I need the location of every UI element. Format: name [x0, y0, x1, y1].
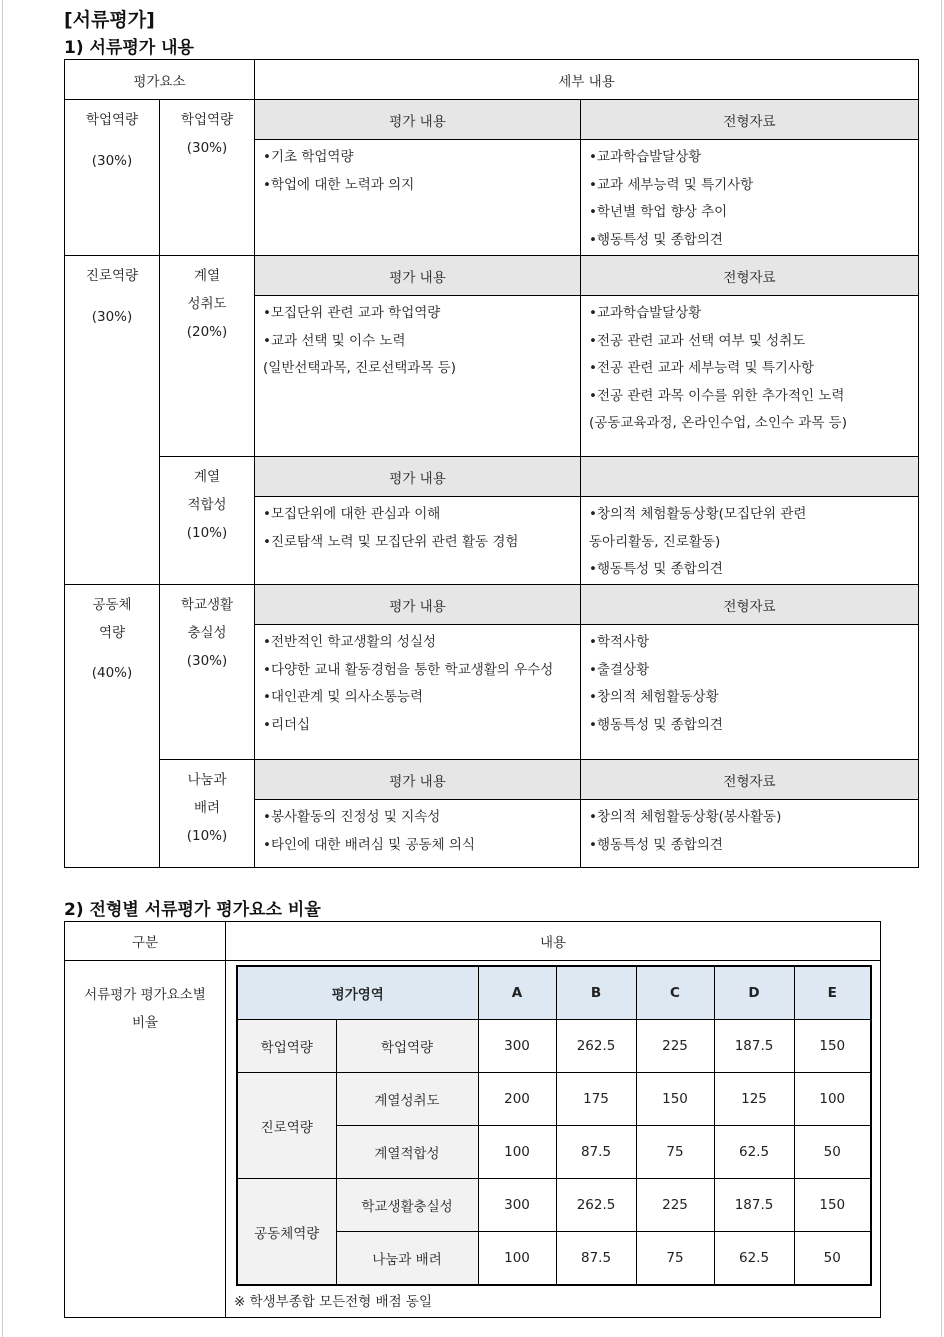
- content-header: 평가 내용: [255, 760, 581, 800]
- section2-heading: 2) 전형별 서류평가 평가요소 비율: [64, 900, 321, 920]
- material-item: •행동특성 및 종합의견: [589, 836, 723, 853]
- content-item: •모집단위에 대한 관심과 이해: [263, 506, 441, 522]
- ratio-row: [237, 1179, 871, 1232]
- ratio-value: 50: [794, 1126, 871, 1179]
- material-header: 전형자료: [581, 760, 919, 800]
- material-list: [581, 800, 919, 868]
- inner-header-grade: E: [794, 966, 871, 1020]
- ratio-value: 225: [636, 1179, 714, 1232]
- ratio-item: 나눔과 배려: [336, 1232, 478, 1286]
- evaluation-content-table: [64, 59, 919, 868]
- content-item: •타인에 대한 배려심 및 공동체 의식: [263, 836, 476, 853]
- inner-header-area: 평가영역: [237, 966, 478, 1020]
- sub-factor-pct: (10%): [186, 525, 228, 541]
- content-header: 평가 내용: [255, 256, 581, 296]
- material-item: •교과 세부능력 및 특기사항: [589, 176, 754, 193]
- inner-header-grade: B: [556, 966, 636, 1020]
- inner-header-grade: A: [478, 966, 556, 1020]
- content-item: •교과 선택 및 이수 노력: [263, 332, 406, 349]
- material-item: •행동특성 및 종합의견: [589, 716, 723, 733]
- header-detail: 세부 내용: [255, 60, 919, 100]
- material-item: •교과학습발달상황: [589, 305, 702, 321]
- sub-factor-name: 배려: [193, 800, 221, 816]
- ratio-item: 계열적합성: [336, 1126, 478, 1179]
- sub-factor-pct: (30%): [186, 140, 228, 156]
- ratio-table: [64, 921, 881, 1318]
- ratio-value: 187.5: [714, 1020, 794, 1073]
- sub-factor-name: 계열: [193, 469, 221, 485]
- ratio-value: 150: [794, 1179, 871, 1232]
- header-division: 구분: [65, 922, 226, 961]
- page-title: [서류평가]: [64, 9, 155, 31]
- material-item: •창의적 체험활동상황: [589, 689, 719, 706]
- material-item: 동아리활동, 진로활동): [589, 533, 721, 550]
- sub-factor-cell: [160, 256, 255, 457]
- inner-header-grade: D: [714, 966, 794, 1020]
- material-item: •전공 관련 과목 이수를 위한 추가적인 노력: [589, 387, 845, 404]
- sub-factor-name: 충실성: [187, 625, 227, 641]
- material-item: •학년별 학업 향상 추이: [589, 204, 728, 221]
- ratio-value: 150: [636, 1073, 714, 1126]
- material-item: •전공 관련 교과 세부능력 및 특기사항: [589, 360, 815, 377]
- sub-factor-cell: [160, 760, 255, 868]
- ratio-value: 75: [636, 1126, 714, 1179]
- sub-factor-name: 성취도: [187, 296, 227, 312]
- ratio-cell: [226, 961, 881, 1318]
- sub-factor-name: 학업역량: [180, 112, 234, 128]
- ratio-value: 75: [636, 1232, 714, 1286]
- content-header: 평가 내용: [255, 585, 581, 625]
- material-item: (공동교육과정, 온라인수업, 소인수 과목 등): [589, 415, 847, 432]
- row-label: [65, 961, 226, 1318]
- sub-factor-pct: (30%): [186, 653, 228, 669]
- ratio-group: 학업역량: [237, 1020, 336, 1073]
- content-list: [255, 140, 581, 256]
- ratio-row: [237, 1073, 871, 1126]
- content-item: •기초 학업역량: [263, 149, 354, 165]
- header-factor: 평가요소: [65, 60, 255, 100]
- header-content: 내용: [226, 922, 881, 961]
- content-header: 평가 내용: [255, 100, 581, 140]
- ratio-item: 계열성취도: [336, 1073, 478, 1126]
- material-item: •창의적 체험활동상황(모집단위 관련: [589, 506, 807, 522]
- ratio-value: 262.5: [556, 1020, 636, 1073]
- content-item: •전반적인 학교생활의 성실성: [263, 634, 437, 650]
- section1-heading: 1) 서류평가 내용: [64, 38, 194, 58]
- content-list: [255, 296, 581, 457]
- group-pct: (30%): [91, 309, 133, 325]
- ratio-group: 공동체역량: [237, 1179, 336, 1286]
- sub-factor-cell: [160, 100, 255, 256]
- content-list: [255, 625, 581, 760]
- material-item: •학적사항: [589, 634, 650, 650]
- material-list: [581, 296, 919, 457]
- sub-factor-name: 나눔과: [187, 772, 227, 788]
- ratio-value: 300: [478, 1020, 556, 1073]
- ratio-value: 62.5: [714, 1126, 794, 1179]
- content-item: •봉사활동의 진정성 및 지속성: [263, 809, 441, 825]
- content-item: (일반선택과목, 진로선택과목 등): [263, 360, 456, 377]
- content-item: •리더십: [263, 716, 311, 733]
- ratio-value: 62.5: [714, 1232, 794, 1286]
- ratio-inner-table: [236, 965, 872, 1286]
- ratio-row: [237, 1020, 871, 1073]
- group-name: 진로역량: [85, 268, 139, 284]
- ratio-value: 200: [478, 1073, 556, 1126]
- ratio-value: 187.5: [714, 1179, 794, 1232]
- ratio-value: 50: [794, 1232, 871, 1286]
- ratio-value: 100: [794, 1073, 871, 1126]
- content-item: •모집단위 관련 교과 학업역량: [263, 305, 441, 321]
- material-item: •출결상황: [589, 661, 650, 678]
- content-item: •진로탐색 노력 및 모집단위 관련 활동 경험: [263, 533, 519, 550]
- ratio-value: 225: [636, 1020, 714, 1073]
- material-item: •교과학습발달상황: [589, 149, 702, 165]
- row-label-line: 비율: [131, 1015, 159, 1031]
- group-cell: [65, 585, 160, 868]
- group-pct: (30%): [91, 153, 133, 169]
- material-header: 전형자료: [581, 100, 919, 140]
- note: ※ 학생부종합 모든전형 배점 동일: [234, 1294, 433, 1310]
- ratio-item: 학교생활충실성: [336, 1179, 478, 1232]
- ratio-value: 300: [478, 1179, 556, 1232]
- material-header: [581, 457, 919, 497]
- material-item: •행동특성 및 종합의견: [589, 231, 723, 248]
- content-item: •학업에 대한 노력과 의지: [263, 176, 415, 193]
- material-header: 전형자료: [581, 256, 919, 296]
- content-item: •대인관계 및 의사소통능력: [263, 689, 424, 706]
- material-header: 전형자료: [581, 585, 919, 625]
- material-item: •전공 관련 교과 선택 여부 및 성취도: [589, 332, 806, 349]
- content-list: [255, 800, 581, 868]
- group-cell: [65, 100, 160, 256]
- ratio-value: 125: [714, 1073, 794, 1126]
- ratio-value: 87.5: [556, 1126, 636, 1179]
- sub-factor-name: 학교생활: [180, 597, 234, 613]
- group-name: 공동체: [92, 597, 132, 613]
- sub-factor-cell: [160, 585, 255, 760]
- material-list: [581, 625, 919, 760]
- group-pct: (40%): [91, 665, 133, 681]
- ratio-value: 262.5: [556, 1179, 636, 1232]
- content-item: •다양한 교내 활동경험을 통한 학교생활의 우수성: [263, 661, 554, 678]
- ratio-value: 87.5: [556, 1232, 636, 1286]
- sub-factor-name: 계열: [193, 268, 221, 284]
- material-item: •창의적 체험활동상황(봉사활동): [589, 809, 782, 825]
- group-cell: [65, 256, 160, 585]
- sub-factor-pct: (10%): [186, 828, 228, 844]
- content-list: [255, 497, 581, 585]
- inner-header-grade: C: [636, 966, 714, 1020]
- material-list: [581, 140, 919, 256]
- material-list: [581, 497, 919, 585]
- group-name: 학업역량: [85, 112, 139, 128]
- ratio-value: 100: [478, 1232, 556, 1286]
- ratio-value: 175: [556, 1073, 636, 1126]
- sub-factor-cell: [160, 457, 255, 585]
- sub-factor-name: 적합성: [187, 497, 227, 513]
- ratio-value: 100: [478, 1126, 556, 1179]
- group-name: 역량: [98, 625, 126, 641]
- material-item: •행동특성 및 종합의견: [589, 561, 723, 578]
- ratio-value: 150: [794, 1020, 871, 1073]
- content-header: 평가 내용: [255, 457, 581, 497]
- ratio-group: 진로역량: [237, 1073, 336, 1179]
- ratio-item: 학업역량: [336, 1020, 478, 1073]
- row-label-line: 서류평가 평가요소별: [84, 987, 206, 1003]
- sub-factor-pct: (20%): [186, 324, 228, 340]
